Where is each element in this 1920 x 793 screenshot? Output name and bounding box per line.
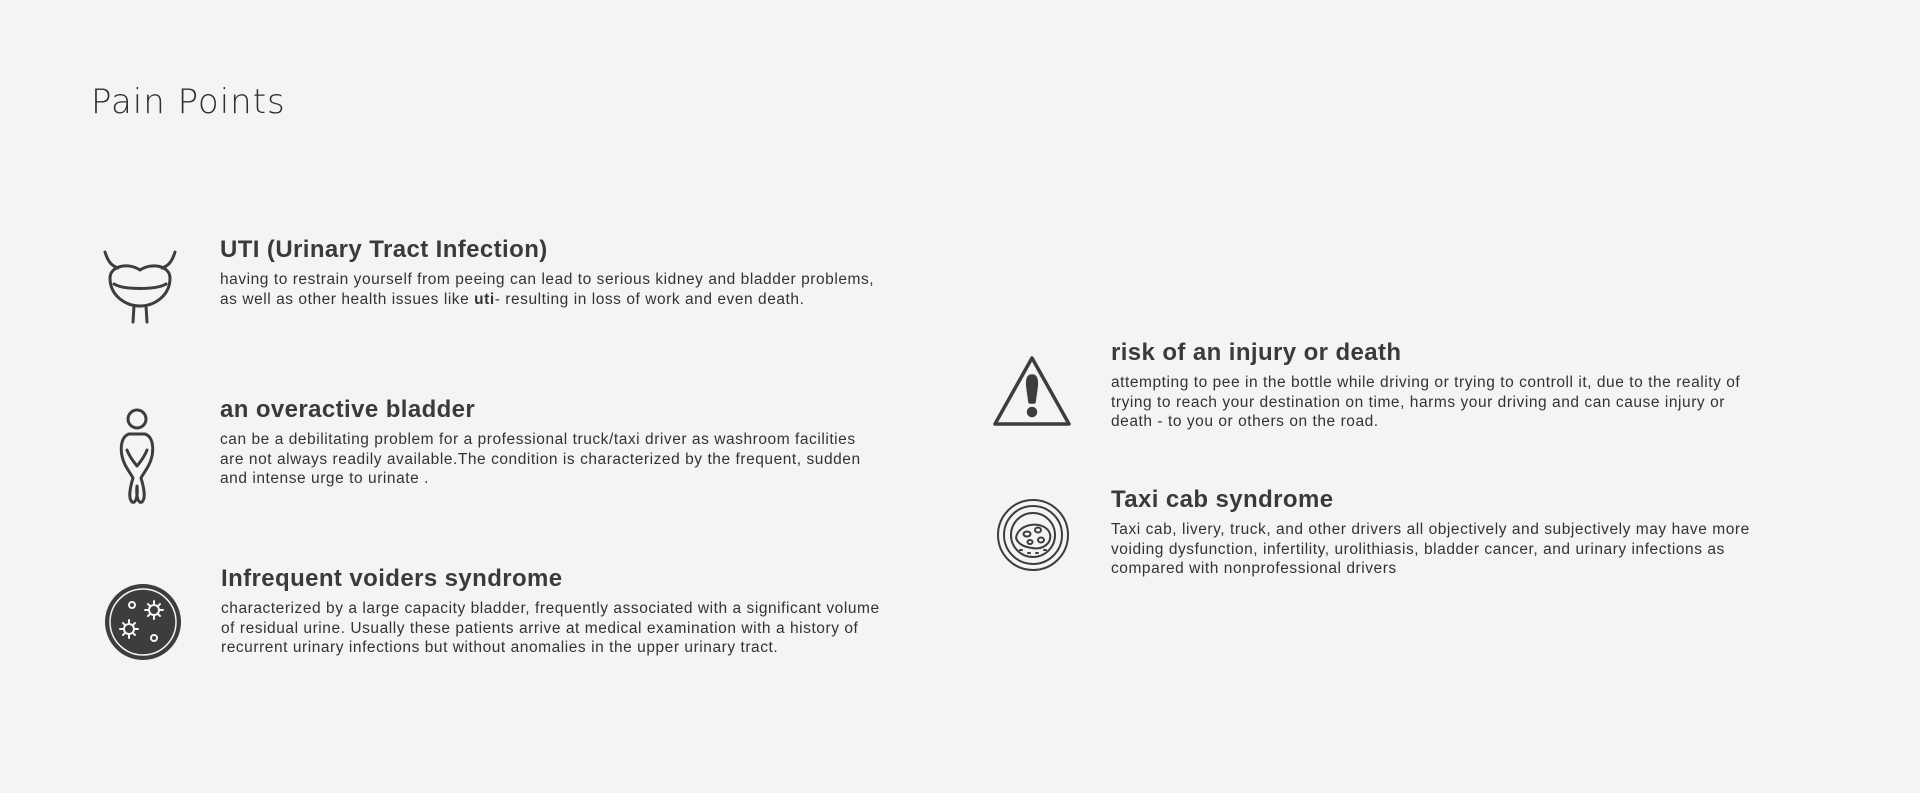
petri-dish-icon (996, 498, 1070, 572)
item-title: Infrequent voiders syndrome (221, 565, 563, 592)
item-title: UTI (Urinary Tract Infection) (220, 236, 548, 263)
page-title: Pain Points (91, 82, 286, 122)
item-description: can be a debilitating problem for a professional truck/taxi driver as washroom facilities are not always readily available.The condition is characterized by the frequent, sudden and intense urge to urinate . (220, 431, 861, 488)
bladder-icon (100, 248, 180, 326)
person-holding-icon (114, 406, 160, 506)
item-description: having to restrain yourself from peeing can lead to serious kidney and bladder problems, as well as other health issues like uti- resulting in loss of work and even death. (220, 271, 875, 308)
item-title: risk of an injury or death (1111, 339, 1402, 366)
item-description: attempting to pee in the bottle while driving or trying to controll it, due to the reality of trying to reach your destination on time, harms your driving and can cause injury or death - to you or others on the road. (1111, 374, 1741, 431)
bacteria-icon (104, 583, 182, 661)
item-title: an overactive bladder (220, 396, 476, 423)
pain-point-uti (220, 236, 880, 309)
pain-point-overactive-bladder (220, 396, 880, 489)
item-description: Taxi cab, livery, truck, and other drivers all objectively and subjectively may have more voiding dysfunction, infertility, urolithiasis, bladder cancer, and urinary infections as compared with nonprofessional drivers (1111, 521, 1750, 578)
item-description: characterized by a large capacity bladder, frequently associated with a significant volume of residual urine. Usually these patients arrive at medical examination with a history of recurrent urinary infections but without anomalies in the upper urinary tract. (221, 600, 880, 657)
pain-point-injury-risk (1111, 339, 1771, 432)
pain-point-infrequent-voiders (221, 565, 881, 658)
warning-icon (991, 354, 1073, 428)
pain-point-taxi-cab-syndrome (1111, 486, 1771, 579)
item-title: Taxi cab syndrome (1111, 486, 1334, 513)
